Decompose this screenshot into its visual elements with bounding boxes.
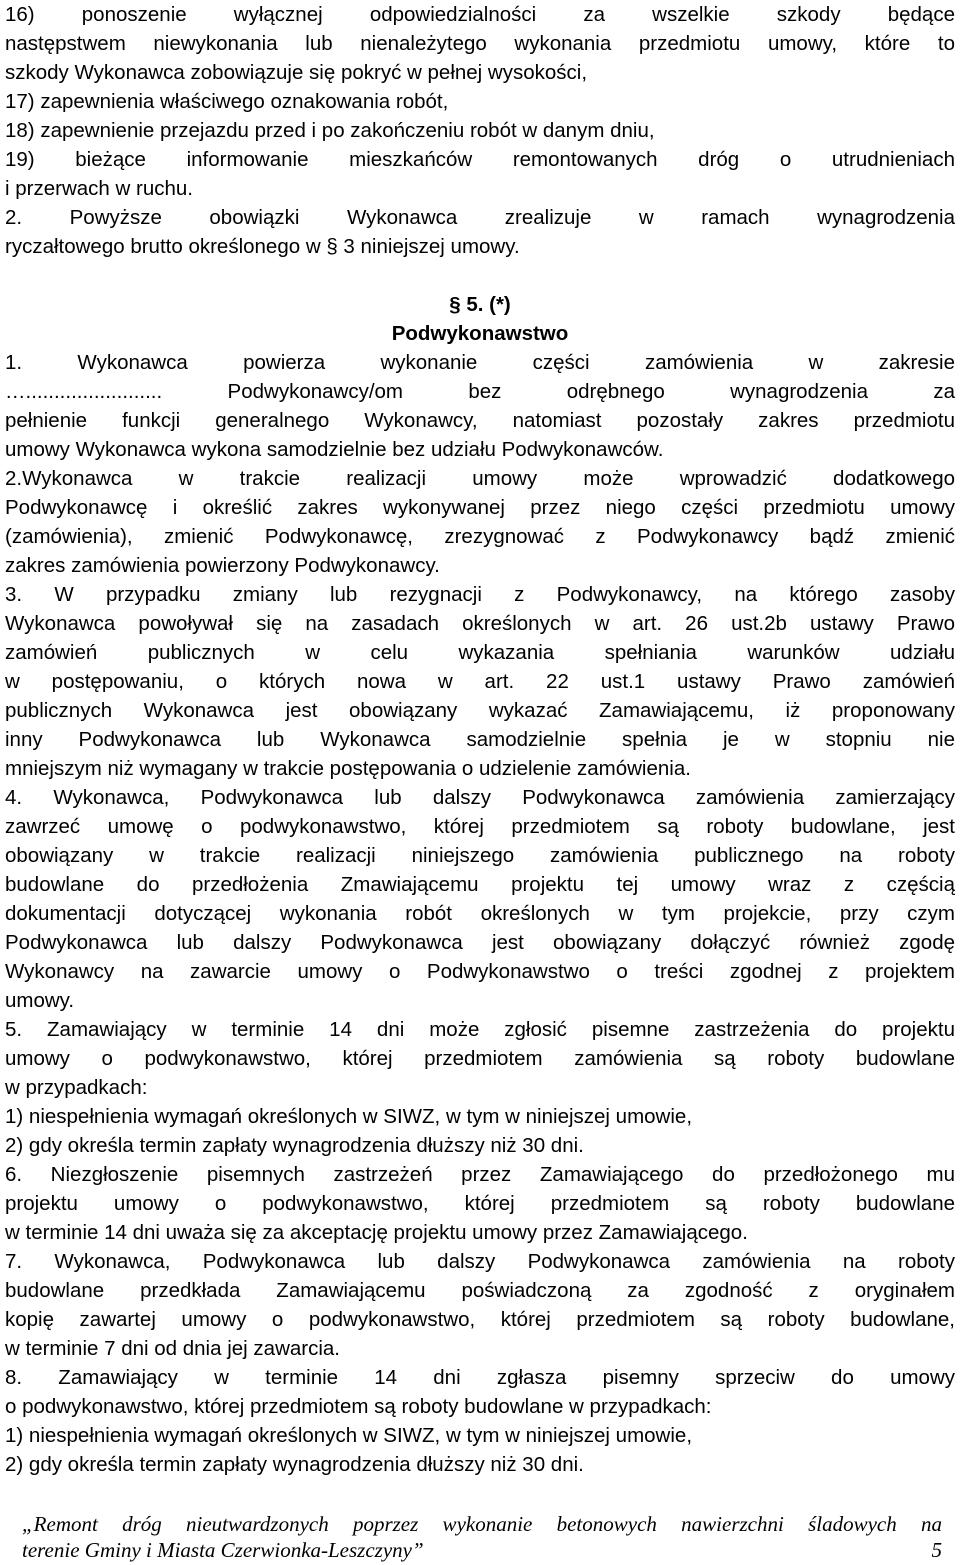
paragraph-block-obligations — [5, 0, 955, 261]
text-line: zawrzeć umowę o podwykonawstwo, której przedmiotem są roboty budowlane, jest — [5, 815, 955, 838]
text-line: o podwykonawstwo, której przedmiotem są roboty budowlane w przypadkach: — [5, 1395, 712, 1418]
text-line: inny Podwykonawca lub Wykonawca samodzielnie spełnia je w stopniu nie — [5, 728, 955, 751]
text-line: 19) bieżące informowanie mieszkańców remontowanych dróg o utrudnieniach — [5, 148, 955, 171]
text-line: 5. Zamawiający w terminie 14 dni może zgłosić pisemne zastrzeżenia do projektu — [5, 1018, 955, 1041]
text-line: w przypadkach: — [5, 1076, 148, 1099]
page-footer — [22, 1511, 942, 1563]
text-line: publicznych Wykonawca jest obowiązany wykazać Zamawiającemu, iż proponowany — [5, 699, 955, 722]
text-line: w postępowaniu, o których nowa w art. 22 ust.1 ustawy Prawo zamówień — [5, 670, 955, 693]
text-line: projektu umowy o podwykonawstwo, której przedmiotem są roboty budowlane — [5, 1192, 955, 1215]
document-page — [5, 0, 955, 1479]
footer-title-line-2-row — [22, 1537, 942, 1563]
text-line: Wykonawca powoływał się na zasadach określonych w art. 26 ust.2b ustawy Prawo — [5, 612, 955, 635]
blank-line — [5, 261, 955, 290]
text-line: umowy. — [5, 989, 75, 1012]
text-line: …........................ Podwykonawcy/om bez odrębnego wynagrodzenia za — [5, 380, 955, 403]
text-line: budowlane przedkłada Zamawiającemu poświadczoną za zgodność z oryginałem — [5, 1279, 955, 1302]
text-line: 2) gdy określa termin zapłaty wynagrodzenia dłuższy niż 30 dni. — [5, 1453, 584, 1476]
text-line: dokumentacji dotyczącej wykonania robót określonych w tym projekcie, przy czym — [5, 902, 955, 925]
text-line: obowiązany w trakcie realizacji niniejszego zamówienia publicznego na roboty — [5, 844, 955, 867]
section-number: § 5. (*) — [449, 293, 511, 316]
text-line: 3. W przypadku zmiany lub rezygnacji z Podwykonawcy, na którego zasoby — [5, 583, 955, 606]
text-line: Podwykonawca lub dalszy Podwykonawca jest obowiązany dołączyć również zgodę — [5, 931, 955, 954]
text-line: umowy o podwykonawstwo, której przedmiotem zamówienia są roboty budowlane — [5, 1047, 955, 1070]
text-line: 1. Wykonawca powierza wykonanie części zamówienia w zakresie — [5, 351, 955, 374]
text-line: szkody Wykonawca zobowiązuje się pokryć w pełnej wysokości, — [5, 61, 588, 84]
text-line: pełnienie funkcji generalnego Wykonawcy, natomiast pozostały zakres przedmiotu — [5, 409, 955, 432]
text-line: Podwykonawcę i określić zakres wykonywanej przez niego części przedmiotu umowy — [5, 496, 955, 519]
footer-title-line-1: „Remont dróg nieutwardzonych poprzez wykonanie betonowych nawierzchni śladowych na — [22, 1512, 942, 1536]
text-line: zakres zamówienia powierzony Podwykonawcy. — [5, 554, 440, 577]
text-line: budowlane do przedłożenia Zmawiającemu projektu tej umowy wraz z częścią — [5, 873, 955, 896]
text-line: 8. Zamawiający w terminie 14 dni zgłasza pisemny sprzeciw do umowy — [5, 1366, 955, 1389]
text-line: 2.Wykonawca w trakcie realizacji umowy może wprowadzić dodatkowego — [5, 467, 955, 490]
text-line: następstwem niewykonania lub nienależytego wykonania przedmiotu umowy, które to — [5, 32, 955, 55]
text-line: umowy Wykonawca wykona samodzielnie bez udziału Podwykonawców. — [5, 438, 664, 461]
text-line: Wykonawcy na zawarcie umowy o Podwykonawstwo o treści zgodnej z projektem — [5, 960, 955, 983]
text-line: 16) ponoszenie wyłącznej odpowiedzialności za wszelkie szkody będące — [5, 3, 955, 26]
footer-title-line-2: terenie Gminy i Miasta Czerwionka-Leszczyny” — [22, 1538, 424, 1562]
text-line: 18) zapewnienie przejazdu przed i po zakończeniu robót w danym dniu, — [5, 119, 655, 142]
text-line: w terminie 7 dni od dnia jej zawarcia. — [5, 1337, 340, 1360]
text-line: 2) gdy określa termin zapłaty wynagrodzenia dłuższy niż 30 dni. — [5, 1134, 584, 1157]
text-line: 2. Powyższe obowiązki Wykonawca zrealizuje w ramach wynagrodzenia — [5, 206, 955, 229]
text-line: w terminie 14 dni uważa się za akceptację projektu umowy przez Zamawiającego. — [5, 1221, 748, 1244]
text-line: i przerwach w ruchu. — [5, 177, 193, 200]
text-line: ryczałtowego brutto określonego w § 3 niniejszej umowy. — [5, 235, 520, 258]
text-line: 17) zapewnienia właściwego oznakowania robót, — [5, 90, 449, 113]
text-line: 1) niespełnienia wymagań określonych w SIWZ, w tym w niniejszej umowie, — [5, 1105, 693, 1128]
text-line: 4. Wykonawca, Podwykonawca lub dalszy Podwykonawca zamówienia zamierzający — [5, 786, 955, 809]
text-line: 1) niespełnienia wymagań określonych w SIWZ, w tym w niniejszej umowie, — [5, 1424, 693, 1447]
text-line: mniejszym niż wymagany w trakcie postępowania o udzielenie zamówienia. — [5, 757, 691, 780]
section-title: Podwykonawstwo — [391, 322, 569, 345]
paragraph-block-subcontracting — [5, 348, 955, 1479]
text-line: 6. Niezgłoszenie pisemnych zastrzeżeń przez Zamawiającego do przedłożonego mu — [5, 1163, 955, 1186]
text-line: kopię zawartej umowy o podwykonawstwo, której przedmiotem są roboty budowlane, — [5, 1308, 955, 1331]
text-line: (zamówienia), zmienić Podwykonawcę, zrezygnować z Podwykonawcy bądź zmienić — [5, 525, 955, 548]
page-number: 5 — [931, 1538, 942, 1562]
text-line: 7. Wykonawca, Podwykonawca lub dalszy Podwykonawca zamówienia na roboty — [5, 1250, 955, 1273]
text-line: zamówień publicznych w celu wykazania spełniania warunków udziału — [5, 641, 955, 664]
